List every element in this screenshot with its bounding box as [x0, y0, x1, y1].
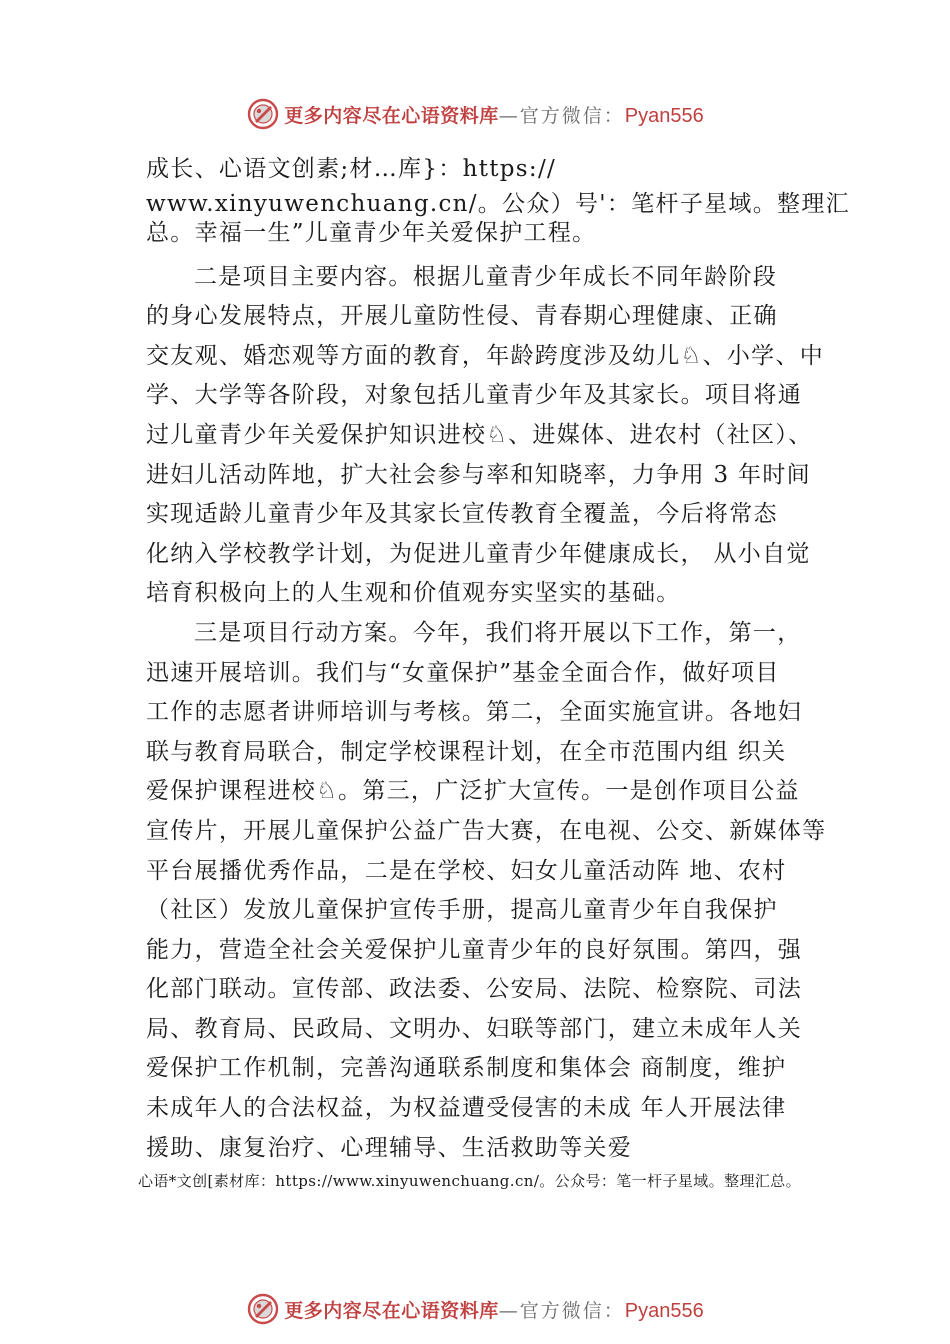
bottom-watermark-banner [0, 1287, 950, 1331]
banner-main-text: 更多内容尽在心语资料库 [284, 104, 499, 127]
body-line: 化部门联动。宣传部、政法委、公安局、法院、检察院、司法 [146, 976, 803, 1003]
body-line: www.xinyuwenchuang.cn/。公众）号'：笔杆子星域。整理汇 [146, 190, 850, 217]
body-line: 实现适龄儿童青少年及其家长宣传教育全覆盖，今后将常态 [146, 501, 778, 528]
body-line: 宣传片，开展儿童保护公益广告大赛，在电视、公交、新媒体等 [146, 817, 827, 844]
body-line: 平台展播优秀作品，二是在学校、妇女儿童活动阵 地、农村 [146, 857, 787, 884]
body-line: （社区）发放儿童保护宣传手册，提高儿童青少年自我保护 [146, 897, 778, 924]
body-line: 培育积极向上的人生观和价值观夯实坚实的基础。 [146, 580, 681, 607]
body-line: 工作的志愿者讲师培训与考核。第二，全面实施宣讲。各地妇 [146, 699, 803, 726]
body-line: 过儿童青少年关爱保护知识进校♘、进媒体、进农村（社区）、 [146, 421, 813, 448]
body-line: 爱保护工作机制，完善沟通联系制度和集体会 商制度，维护 [146, 1055, 787, 1082]
body-line: 能力，营造全社会关爱保护儿童青少年的良好氛围。第四，强 [146, 936, 803, 963]
brand-logo-icon [246, 1292, 280, 1326]
footer-source-note: 心语*文创[素材库：https://www.xinyuwenchuang.cn/。公众号：笔一杆子星域。整理汇总。 [138, 1172, 802, 1190]
banner-wechat-id: Pyan556 [624, 104, 704, 127]
document-body [146, 150, 850, 1168]
body-line: 成长、心语文创素;材…库}：https:// [146, 156, 557, 182]
body-line: 交友观、婚恋观等方面的教育，年龄跨度涉及幼儿♘、小学、中 [146, 342, 825, 369]
body-line: 局、教育局、民政局、文明办、妇联等部门，建立未成年人关 [146, 1015, 803, 1042]
banner-official-label: 官方微信： [519, 104, 625, 127]
banner-wechat-id: Pyan556 [624, 1299, 704, 1322]
top-watermark-banner [0, 92, 950, 136]
body-line: 联与教育局联合，制定学校课程计划，在全市范围内组 织关 [146, 738, 787, 765]
paragraph-start-line: 三是项目行动方案。今年，我们将开展以下工作，第一， [194, 619, 802, 646]
body-line: 的身心发展特点，开展儿童防性侵、青春期心理健康、正确 [146, 303, 778, 330]
body-line: 化纳入学校教学计划，为促进儿童青少年健康成长， 从小自觉 [146, 540, 811, 567]
paragraph-start-line: 二是项目主要内容。根据儿童青少年成长不同年龄阶段 [194, 263, 778, 290]
body-line: 迅速开展培训。我们与“女童保护”基金全面合作，做好项目 [146, 659, 780, 686]
banner-dash: — [498, 104, 520, 127]
body-line: 援助、康复治疗、心理辅导、生活救助等关爱 [146, 1134, 632, 1161]
body-line: 未成年人的合法权益，为权益遭受侵害的未成 年人开展法律 [146, 1095, 787, 1122]
body-line: 爱保护课程进校♘。第三，广泛扩大宣传。一是创作项目公益 [146, 778, 800, 805]
banner-main-text: 更多内容尽在心语资料库 [284, 1299, 499, 1322]
brand-logo-icon [246, 97, 280, 131]
body-line: 总。幸福一生”儿童青少年关爱保护工程。 [146, 219, 597, 246]
banner-official-label: 官方微信： [519, 1299, 625, 1322]
body-line: 进妇儿活动阵地，扩大社会参与率和知晓率，力争用 3 年时间 [146, 461, 811, 488]
body-line: 学、大学等各阶段，对象包括儿童青少年及其家长。项目将通 [146, 382, 803, 409]
banner-dash: — [498, 1299, 520, 1322]
